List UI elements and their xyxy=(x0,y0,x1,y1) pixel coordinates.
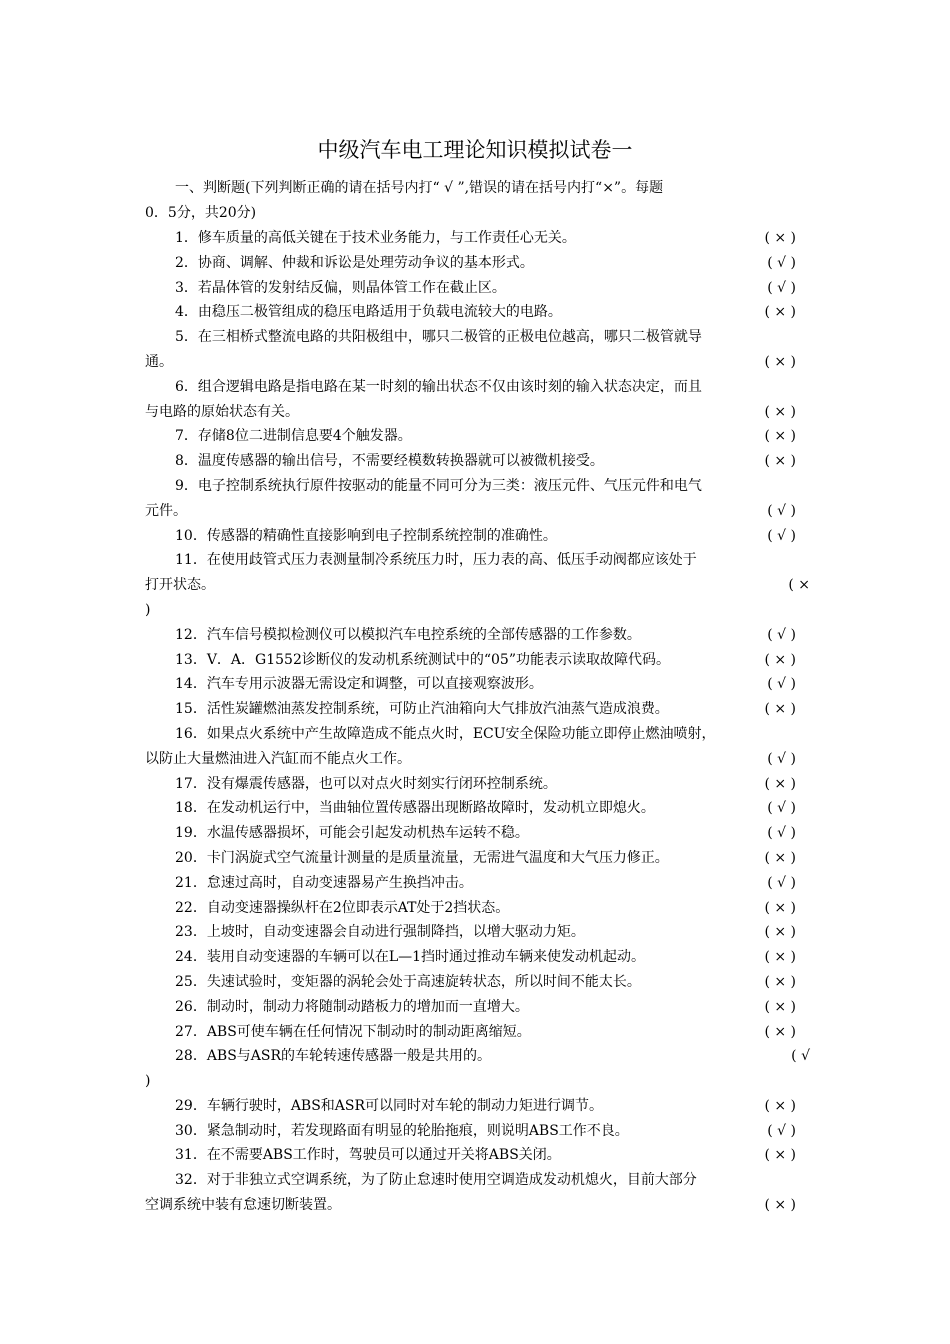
question-item xyxy=(145,772,810,797)
question-text-line: 17．没有爆震传感器，也可以对点火时刻实行闭环控制系统。 xyxy=(175,775,557,792)
answer-mark: ( × ) xyxy=(764,701,796,718)
question-text-line: 19．水温传感器损坏，可能会引起发动机热车运转不稳。 xyxy=(175,825,529,842)
answer-mark: ( √ ) xyxy=(767,800,796,817)
question-text-line: 空调系统中装有怠速切断装置。 xyxy=(145,1197,341,1214)
question-item xyxy=(145,1094,810,1119)
question-item xyxy=(145,226,810,251)
answer-mark: ( × ) xyxy=(764,849,796,866)
answer-mark: ( √ ) xyxy=(767,527,796,544)
answer-mark: ( × ) xyxy=(764,899,796,916)
question-text-line: 14．汽车专用示波器无需设定和调整，可以直接观察波形。 xyxy=(175,676,543,693)
answer-mark: ( × ) xyxy=(764,353,796,370)
question-item xyxy=(145,548,810,622)
question-text-line: 通。 xyxy=(145,353,173,370)
answer-mark: ( √ ) xyxy=(767,502,796,519)
question-item xyxy=(145,1143,810,1168)
question-text-line: 4．由稳压二极管组成的稳压电路适用于负载电流较大的电路。 xyxy=(175,304,562,321)
question-text-line: 与电路的原始状态有关。 xyxy=(145,403,299,420)
answer-mark: ( × ) xyxy=(764,1197,796,1214)
question-item xyxy=(145,276,810,301)
question-text-line: 8．温度传感器的输出信号，不需要经模数转换器就可以被微机接受。 xyxy=(175,453,604,470)
question-item xyxy=(145,623,810,648)
question-text-line: 22．自动变速器操纵杆在2位即表示AT处于2挡状态。 xyxy=(175,899,510,916)
answer-mark: ( × xyxy=(788,577,810,594)
answer-mark: ( × ) xyxy=(764,230,796,246)
question-text-line: 16．如果点火系统中产生故障造成不能点火时，ECU安全保险功能立即停止燃油喷射， xyxy=(175,725,716,742)
question-text-line: 7．存储8位二进制信息要4个触发器。 xyxy=(175,428,412,445)
answer-closing-paren: ) xyxy=(145,1073,151,1090)
answer-mark: ( √ ) xyxy=(767,676,796,693)
question-text-line: 20．卡门涡旋式空气流量计测量的是质量流量，无需进气温度和大气压力修正。 xyxy=(175,849,669,866)
question-item xyxy=(145,970,810,995)
question-item xyxy=(145,424,810,449)
answer-mark: ( × ) xyxy=(764,651,796,668)
question-item xyxy=(145,871,810,896)
question-item xyxy=(145,821,810,846)
question-item xyxy=(145,474,810,524)
answer-mark: ( √ ) xyxy=(767,825,796,842)
question-text-line: 23．上坡时，自动变速器会自动进行强制降挡，以增大驱动力矩。 xyxy=(175,924,585,941)
page-title: 中级汽车电工理论知识模拟试卷一 xyxy=(317,138,633,162)
answer-mark: ( × ) xyxy=(764,1147,796,1164)
answer-mark: ( × ) xyxy=(764,1023,796,1040)
answer-mark: ( × ) xyxy=(764,304,796,321)
question-item xyxy=(145,796,810,821)
question-text-line: 6．组合逻辑电路是指电路在某一时刻的输出状态不仅由该时刻的输入状态决定，而且 xyxy=(175,378,702,395)
question-text-line: 30．紧急制动时，若发现路面有明显的轮胎拖痕，则说明ABS工作不良。 xyxy=(175,1122,629,1139)
question-text-line: 25．失速试验时，变矩器的涡轮会处于高速旋转状态，所以时间不能太长。 xyxy=(175,973,641,990)
question-item xyxy=(145,697,810,722)
question-text-line: 10．传感器的精确性直接影响到电子控制系统控制的准确性。 xyxy=(175,527,557,544)
answer-mark: ( × ) xyxy=(764,428,796,445)
answer-mark: ( × ) xyxy=(764,403,796,420)
question-text-line: 29．车辆行驶时，ABS和ASR可以同时对车轮的制动力矩进行调节。 xyxy=(175,1097,604,1114)
answer-mark: ( × ) xyxy=(764,924,796,941)
answer-mark: ( √ ) xyxy=(767,626,796,643)
question-text-line: 以防止大量燃油进入汽缸而不能点火工作。 xyxy=(145,750,411,767)
answer-mark: ( √ ) xyxy=(767,750,796,767)
question-item xyxy=(145,300,810,325)
question-list xyxy=(145,226,810,1218)
question-item xyxy=(145,846,810,871)
question-text-line: 打开状态。 xyxy=(145,577,215,594)
question-text-line: 11．在使用歧管式压力表测量制冷系统压力时，压力表的高、低压手动阀都应该处于 xyxy=(175,552,697,569)
question-item xyxy=(145,945,810,970)
answer-mark: ( √ ) xyxy=(767,874,796,891)
question-text-line: 9．电子控制系统执行原件按驱动的能量不同可分为三类：液压元件、气压元件和电气 xyxy=(175,477,702,494)
section-intro-line-2: 0．5分，共20分) xyxy=(145,205,257,221)
question-item xyxy=(145,995,810,1020)
question-item xyxy=(145,920,810,945)
answer-mark: ( × ) xyxy=(764,775,796,792)
question-text-line: 13．V．A．G1552诊断仪的发动机系统测试中的“05”功能表示读取故障代码。 xyxy=(175,651,670,668)
question-text-line: 18．在发动机运行中，当曲轴位置传感器出现断路故障时，发动机立即熄火。 xyxy=(175,800,655,817)
question-text-line: 21．怠速过高时，自动变速器易产生换挡冲击。 xyxy=(175,874,473,891)
answer-mark: ( × ) xyxy=(764,453,796,470)
question-item xyxy=(145,672,810,697)
question-item xyxy=(145,449,810,474)
question-item xyxy=(145,1044,810,1094)
question-item xyxy=(145,1168,810,1218)
question-text-line: 12．汽车信号模拟检测仪可以模拟汽车电控系统的全部传感器的工作参数。 xyxy=(175,626,641,643)
section-intro-line-1: 一、判断题(下列判断正确的请在括号内打“ √ ”,错误的请在括号内打“×”。每题 xyxy=(175,180,664,196)
answer-mark: ( √ ) xyxy=(767,279,796,296)
question-text-line: 26．制动时，制动力将随制动踏板力的增加而一直增大。 xyxy=(175,998,529,1015)
answer-mark: ( × ) xyxy=(764,998,796,1015)
answer-mark: ( × ) xyxy=(764,949,796,966)
question-item xyxy=(145,325,810,375)
question-text-line: 32．对于非独立式空调系统，为了防止怠速时使用空调造成发动机熄火，目前大部分 xyxy=(175,1172,697,1189)
answer-mark: ( √ ) xyxy=(767,254,796,271)
question-item xyxy=(145,648,810,673)
answer-mark: ( × ) xyxy=(764,1097,796,1114)
question-text-line: 27．ABS可使车辆在任何情况下制动时的制动距离缩短。 xyxy=(175,1023,531,1040)
question-item xyxy=(145,722,810,772)
answer-closing-paren: ) xyxy=(145,601,151,618)
question-item xyxy=(145,1020,810,1045)
question-text-line: 3．若晶体管的发射结反偏，则晶体管工作在截止区。 xyxy=(175,279,506,296)
question-text-line: 元件。 xyxy=(145,502,187,519)
question-text-line: 5．在三相桥式整流电路的共阳极组中，哪只二极管的正极电位越高，哪只二极管就导 xyxy=(175,329,702,346)
question-item xyxy=(145,251,810,276)
answer-mark: ( √ ) xyxy=(767,1122,796,1139)
question-text-line: 24．装用自动变速器的车辆可以在L—1挡时通过推动车辆来使发动机起动。 xyxy=(175,949,646,966)
question-text-line: 1．修车质量的高低关键在于技术业务能力，与工作责任心无关。 xyxy=(175,230,576,246)
answer-mark: ( × ) xyxy=(764,973,796,990)
question-item xyxy=(145,896,810,921)
section-intro xyxy=(145,176,810,226)
question-item xyxy=(145,375,810,425)
question-text-line: 15．活性炭罐燃油蒸发控制系统，可防止汽油箱向大气排放汽油蒸气造成浪费。 xyxy=(175,701,669,718)
question-text-line: 31．在不需要ABS工作时，驾驶员可以通过开关将ABS关闭。 xyxy=(175,1147,561,1164)
answer-mark: ( √ xyxy=(791,1048,810,1065)
question-text-line: 2．协商、调解、仲裁和诉讼是处理劳动争议的基本形式。 xyxy=(175,254,534,271)
question-item xyxy=(145,1119,810,1144)
question-text-line: 28．ABS与ASR的车轮转速传感器一般是共用的。 xyxy=(175,1048,492,1065)
question-item xyxy=(145,524,810,549)
